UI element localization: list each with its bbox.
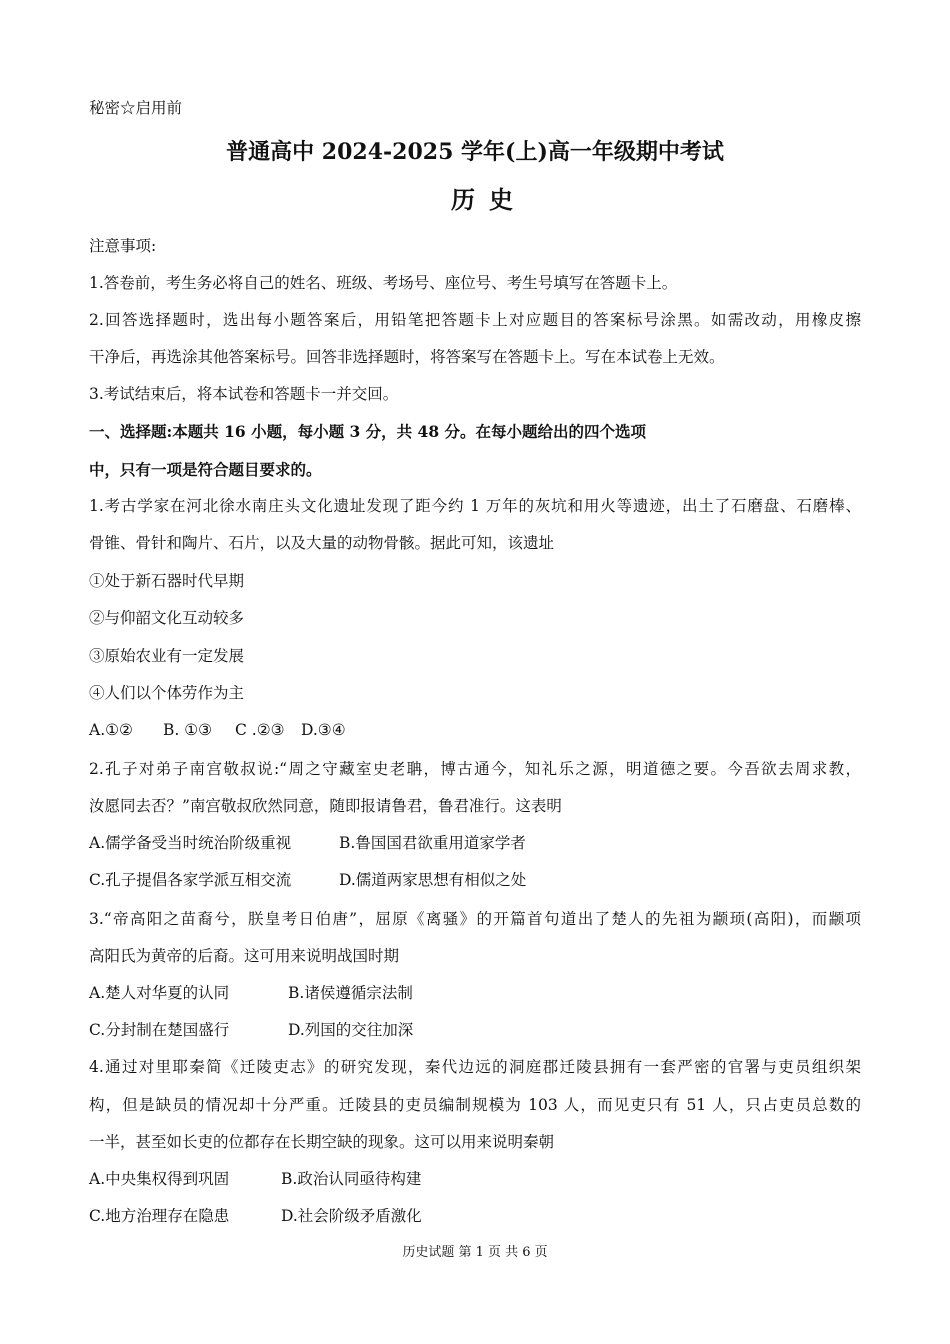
option-c[interactable]: C.孔子提倡各家学派互相交流 <box>89 871 292 889</box>
question-1-options <box>89 720 346 740</box>
question-3-stem-cont: 高阳氏为黄帝的后裔。这可用来说明战国时期 <box>89 947 400 965</box>
option-c[interactable]: C.地方治理存在隐患 <box>89 1207 230 1225</box>
option-b[interactable]: B.政治认同亟待构建 <box>281 1170 422 1188</box>
option-d[interactable]: D.列国的交往加深 <box>288 1021 414 1039</box>
option-c[interactable]: C .②③ <box>235 721 285 739</box>
question-2-stem-cont: 汝愿同去否？”南宫敬叔欣然同意，随即报请鲁君，鲁君准行。这表明 <box>89 797 562 815</box>
question-3-options-row <box>89 983 413 1003</box>
question-1-stem: 1.考古学家在河北徐水南庄头文化遗址发现了距今约 1 万年的灰坑和用火等遗迹，出土了石磨盘、石磨棒、 <box>89 497 861 515</box>
exam-title: 普通高中 2024-2025 学年(上)高一年级期中考试 <box>226 139 724 165</box>
section-heading: 一、选择题:本题共 16 小题，每小题 3 分，共 48 分。在每小题给出的四个选项 <box>89 422 647 441</box>
option-a[interactable]: A.楚人对华夏的认同 <box>89 984 230 1002</box>
question-4-stem-cont: 构，但是缺员的情况却十分严重。迁陵县的吏员编制规模为 103 人，而见吏只有 51 人，只占吏员总数的 <box>89 1096 861 1114</box>
question-4-stem: 4.通过对里耶秦简《迁陵吏志》的研究发现，秦代边远的洞庭郡迁陵县拥有一套严密的官署与吏员组织架 <box>89 1058 861 1076</box>
option-a[interactable]: A.儒学备受当时统治阶级重视 <box>89 834 292 852</box>
option-d[interactable]: D.③④ <box>301 721 346 739</box>
question-4-options-row <box>89 1206 422 1226</box>
question-1-statement: ③原始农业有一定发展 <box>89 647 245 665</box>
question-2-options-row <box>89 870 526 890</box>
section-heading-cont: 中，只有一项是符合题目要求的。 <box>89 460 322 479</box>
option-b[interactable]: B.鲁国国君欲重用道家学者 <box>339 834 526 852</box>
question-4-options-row <box>89 1169 421 1189</box>
notice-item: 1.答卷前，考生务必将自己的姓名、班级、考场号、座位号、考生号填写在答题卡上。 <box>89 274 678 292</box>
question-1-statement: ②与仰韶文化互动较多 <box>89 609 245 627</box>
option-d[interactable]: D.儒道两家思想有相似之处 <box>339 871 527 889</box>
subject-title: 历史 <box>451 185 527 214</box>
option-c[interactable]: C.分封制在楚国盛行 <box>89 1021 230 1039</box>
option-a[interactable]: A.①② <box>89 721 133 739</box>
option-b[interactable]: B. ①③ <box>163 721 213 739</box>
question-1-statement: ④人们以个体劳作为主 <box>89 684 245 702</box>
question-2-options-row <box>89 833 526 853</box>
confidential-label: 秘密☆启用前 <box>89 99 183 117</box>
question-1-statement: ①处于新石器时代早期 <box>89 572 245 590</box>
notice-item: 3.考试结束后，将本试卷和答题卡一并交回。 <box>89 385 399 403</box>
notice-heading: 注意事项: <box>89 237 157 255</box>
option-a[interactable]: A.中央集权得到巩固 <box>89 1170 230 1188</box>
notice-item: 干净后，再选涂其他答案标号。回答非选择题时，将答案写在答题卡上。写在本试卷上无效。 <box>89 348 725 366</box>
question-1-stem-cont: 骨锥、骨针和陶片、石片，以及大量的动物骨骸。据此可知，该遗址 <box>89 534 555 552</box>
question-3-options-row <box>89 1020 413 1040</box>
option-d[interactable]: D.社会阶级矛盾激化 <box>281 1207 422 1225</box>
option-b[interactable]: B.诸侯遵循宗法制 <box>288 984 413 1002</box>
question-2-stem: 2.孔子对弟子南宫敬叔说:“周之守藏室史老聃，博古通今，知礼乐之源，明道德之要。今吾欲去周求教， <box>89 760 861 778</box>
page-footer: 历史试题 第 1 页 共 6 页 <box>402 1245 548 1260</box>
question-3-stem: 3.“帝高阳之苗裔兮，朕皇考日伯唐”，屈原《离骚》的开篇首句道出了楚人的先祖为颛顼(高阳)，而颛项 <box>89 910 861 928</box>
question-4-stem-cont: 一半，甚至如长吏的位都存在长期空缺的现象。这可以用来说明秦朝 <box>89 1133 555 1151</box>
notice-item: 2.回答选择题时，选出每小题答案后，用铅笔把答题卡上对应题目的答案标号涂黑。如需改动，用橡皮擦 <box>89 311 861 329</box>
